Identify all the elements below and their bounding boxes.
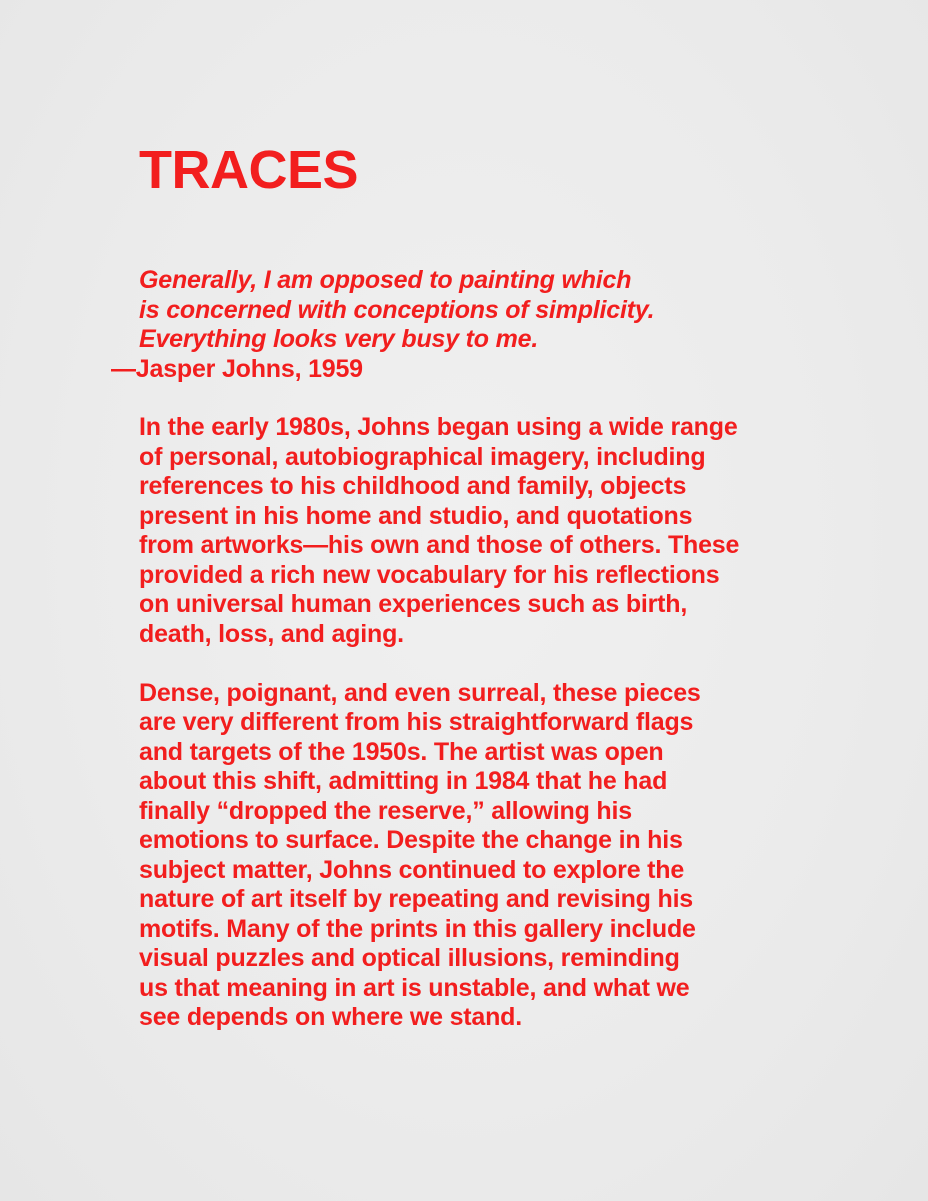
paragraph-line: references to his childhood and family, objects [139,472,687,500]
paragraph-line: Dense, poignant, and even surreal, these pieces [139,678,701,707]
paragraph-line: visual puzzles and optical illusions, reminding [139,944,680,972]
paragraph-line: present in his home and studio, and quotations [139,501,693,530]
paragraph-line: from artworks—his own and those of others. These [139,531,740,559]
paragraph-line: death, loss, and aging. [139,619,404,648]
paragraph-line: of personal, autobiographical imagery, including [139,442,706,471]
body-paragraph-1 [139,413,899,649]
paragraph-line: provided a rich new vocabulary for his reflections [139,560,720,589]
paragraph-line: emotions to surface. Despite the change in his [139,826,683,854]
paragraph-line: finally “dropped the reserve,” allowing his [139,796,632,825]
quote-line: is concerned with conceptions of simplicity. [139,295,655,324]
paragraph-line: In the early 1980s, Johns began using a wide range [139,413,738,441]
quote-line: Generally, I am opposed to painting which [139,266,632,294]
wall-text-panel [111,140,899,1033]
quote-attribution: —Jasper Johns, 1959 [111,354,363,383]
section-title: TRACES [139,140,359,200]
quote-line: Everything looks very busy to me. [139,325,539,353]
epigraph-quote [139,266,899,355]
paragraph-line: and targets of the 1950s. The artist was open [139,737,664,766]
paragraph-line: subject matter, Johns continued to explore the [139,855,685,884]
paragraph-line: nature of art itself by repeating and revising his [139,885,694,913]
paragraph-line: about this shift, admitting in 1984 that he had [139,767,668,795]
paragraph-line: motifs. Many of the prints in this gallery include [139,914,696,943]
paragraph-line: see depends on where we stand. [139,1003,523,1031]
paragraph-line: are very different from his straightforward flags [139,708,694,736]
body-paragraph-2 [139,679,899,1033]
paragraph-line: on universal human experiences such as birth, [139,590,688,618]
paragraph-line: us that meaning in art is unstable, and what we [139,973,690,1002]
